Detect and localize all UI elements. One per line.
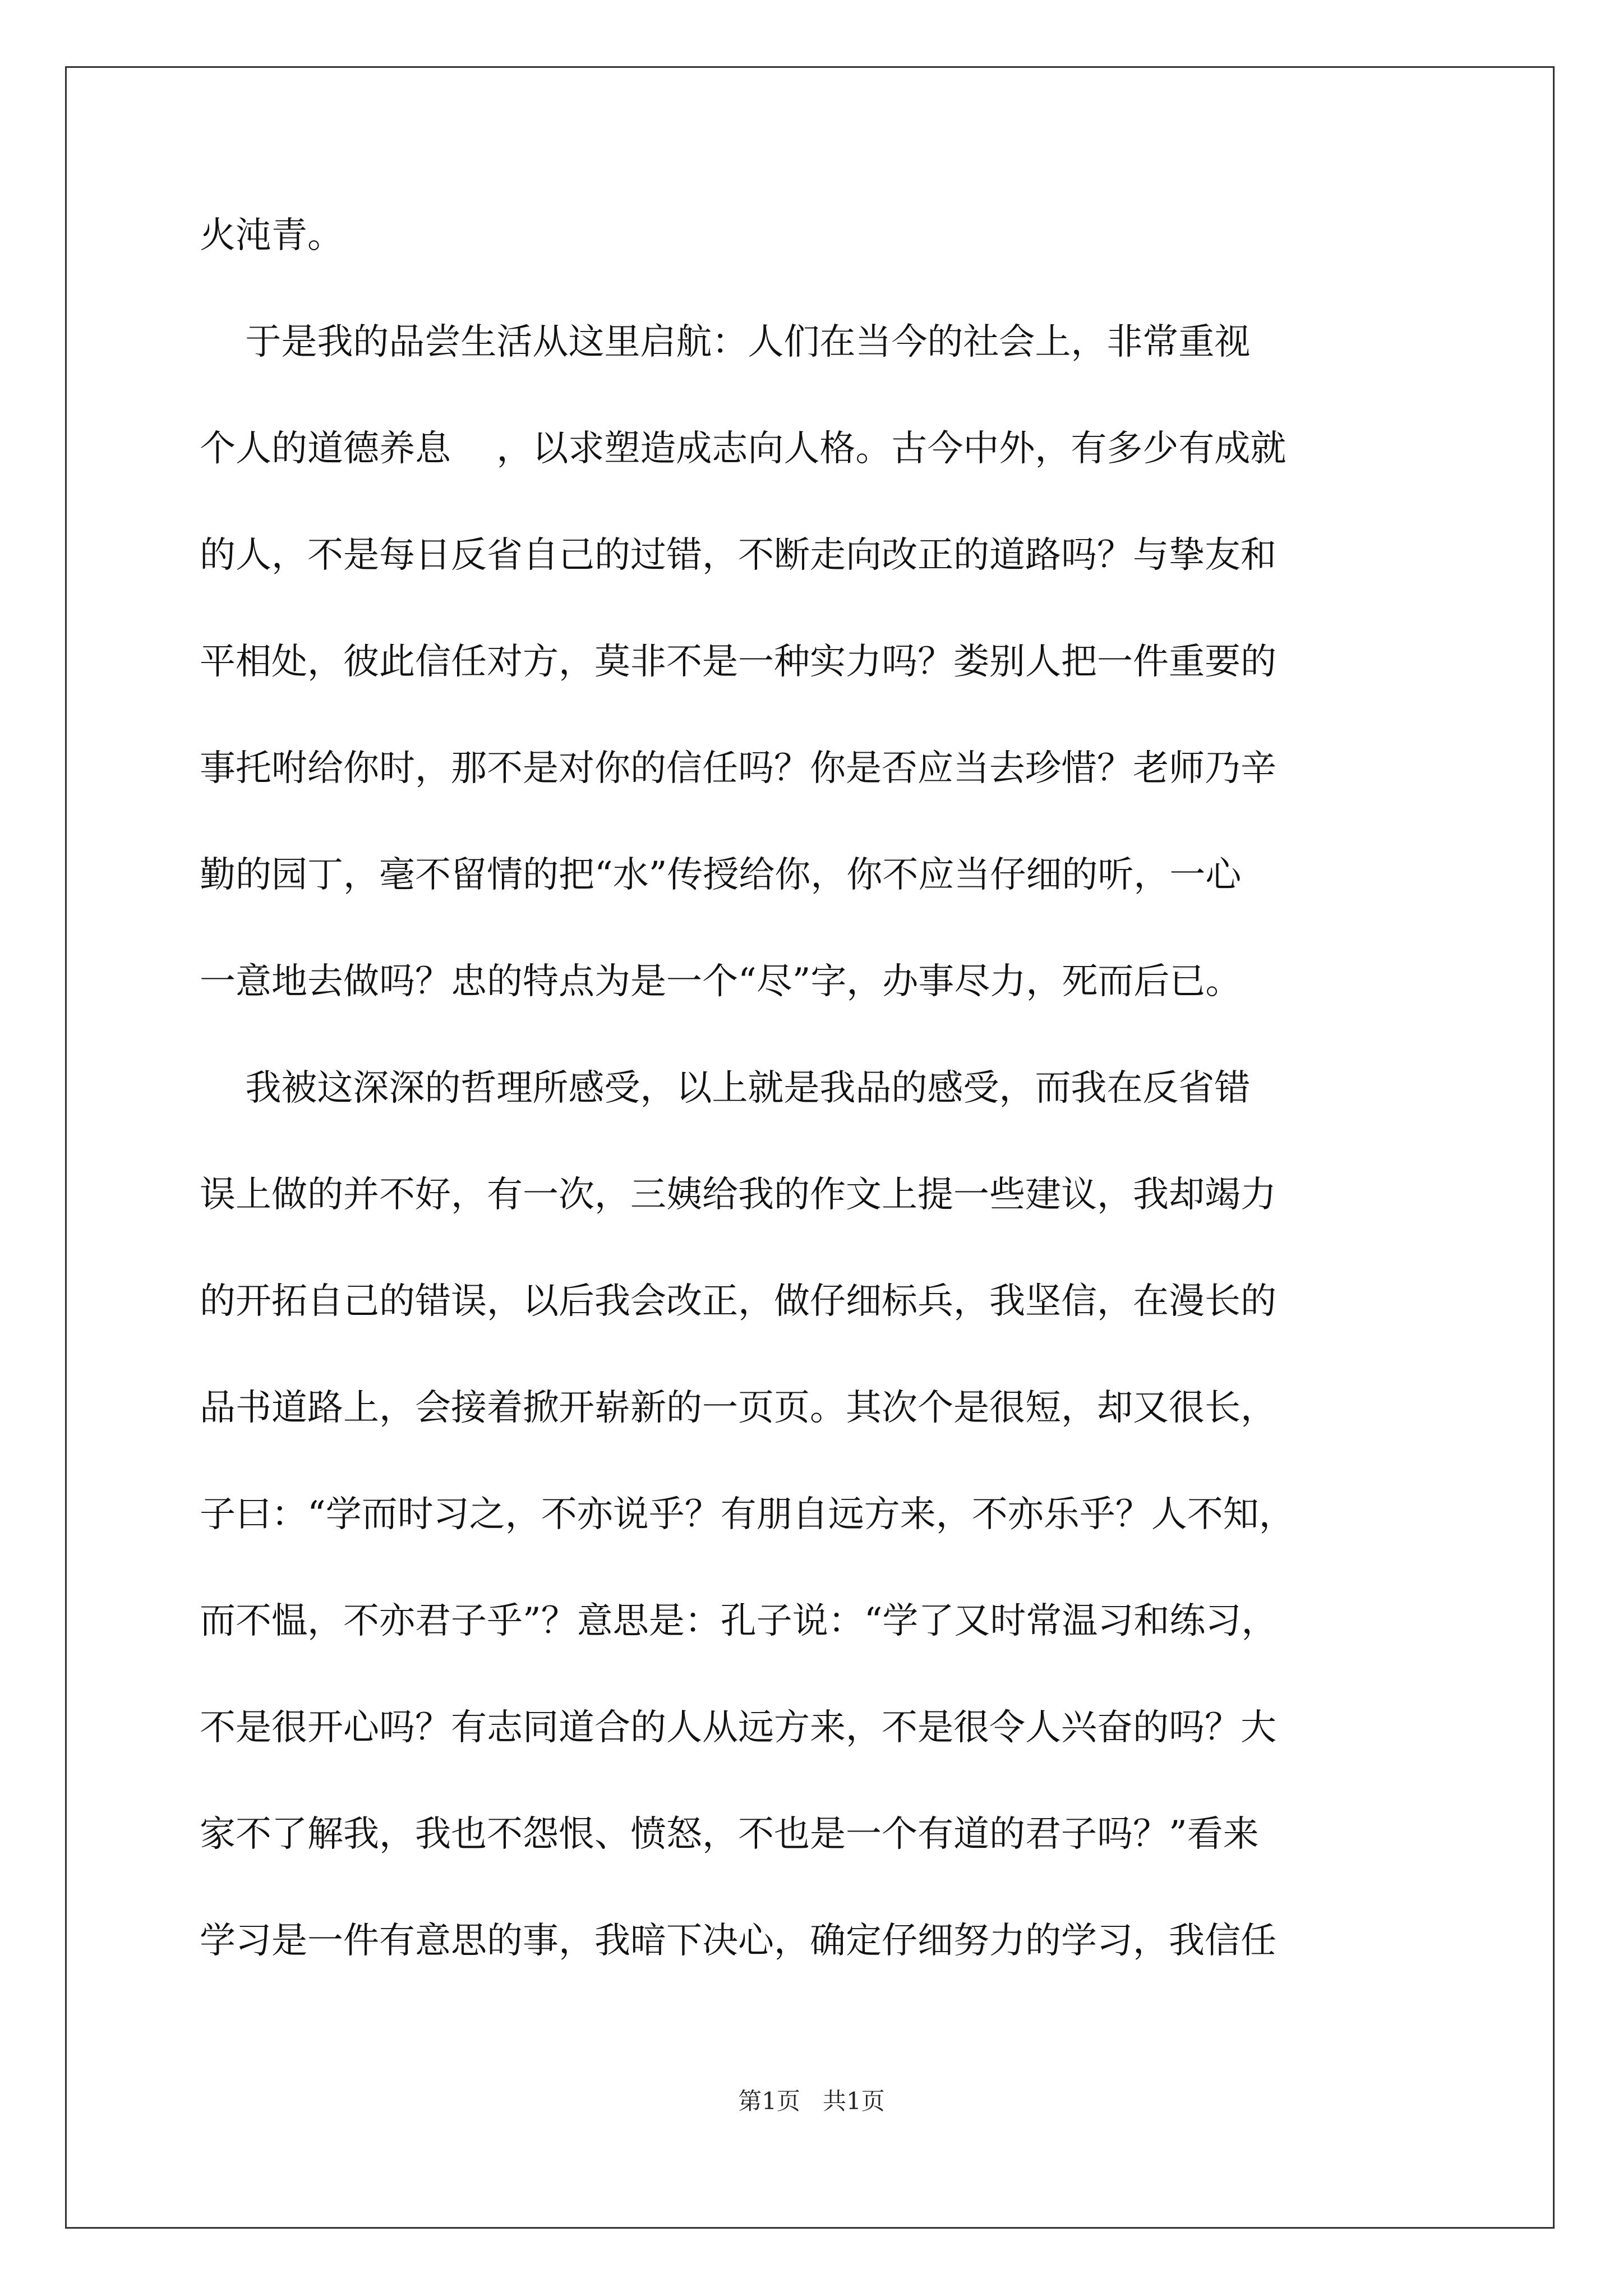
text-line: 不是很开心吗？有志同道合的人从远方来，不是很令人兴奋的吗？大 [200, 1707, 1276, 1749]
text-line: 火沌青。 [200, 215, 343, 256]
text-line: 误上做的并不好，有一次，三姨给我的作文上提一些建议，我却竭力 [200, 1174, 1276, 1216]
page-number-footer: 第1页 共1页 [738, 2087, 885, 2115]
text-line: 我被这深深的哲理所感受，以上就是我品的感受，而我在反省错 [200, 1068, 1251, 1109]
text-line: 平相处，彼此信任对方，莫非不是一种实力吗？娄别人把一件重要的 [200, 641, 1276, 683]
text-line: 事托咐给你时，那不是对你的信任吗？你是否应当去珍惜？老师乃辛 [200, 748, 1276, 789]
text-line: 品书道路上，会接着掀开崭新的一页页。其次个是很短，却又很长， [200, 1387, 1276, 1429]
text-line: 的开拓自己的错误，以后我会改正，做仔细标兵，我坚信，在漫长的 [200, 1281, 1276, 1322]
text-line: 于是我的品尝生活从这里启航：人们在当今的社会上，非常重视 [200, 321, 1251, 363]
text-line: 勤的园丁，毫不留情的把“水”传授给你，你不应当仔细的听，一心 [200, 854, 1242, 896]
text-line: 子曰：“学而时习之，不亦说乎？有朋自远方来，不亦乐乎？人不知， [200, 1494, 1295, 1535]
text-line: 家不了解我，我也不怨恨、愤怒，不也是一个有道的君子吗？”看来 [200, 1814, 1259, 1855]
text-line: 而不愠，不亦君子乎”？意思是：孔子说：“学了又时常温习和练习， [200, 1600, 1278, 1642]
text-line: 的人，不是每日反省自己的过错，不断走向改正的道路吗？与挚友和 [200, 535, 1276, 576]
text-line: 一意地去做吗？忠的特点为是一个“尽”字，办事尽力，死而后已。 [200, 961, 1242, 1002]
text-line: 个人的道德养息 ，以求塑造成志向人格。古今中外，有多少有成就 [200, 428, 1287, 470]
text-line: 学习是一件有意思的事，我暗下决心，确定仔细努力的学习，我信任 [200, 1920, 1276, 1962]
page-border [65, 66, 1555, 2229]
